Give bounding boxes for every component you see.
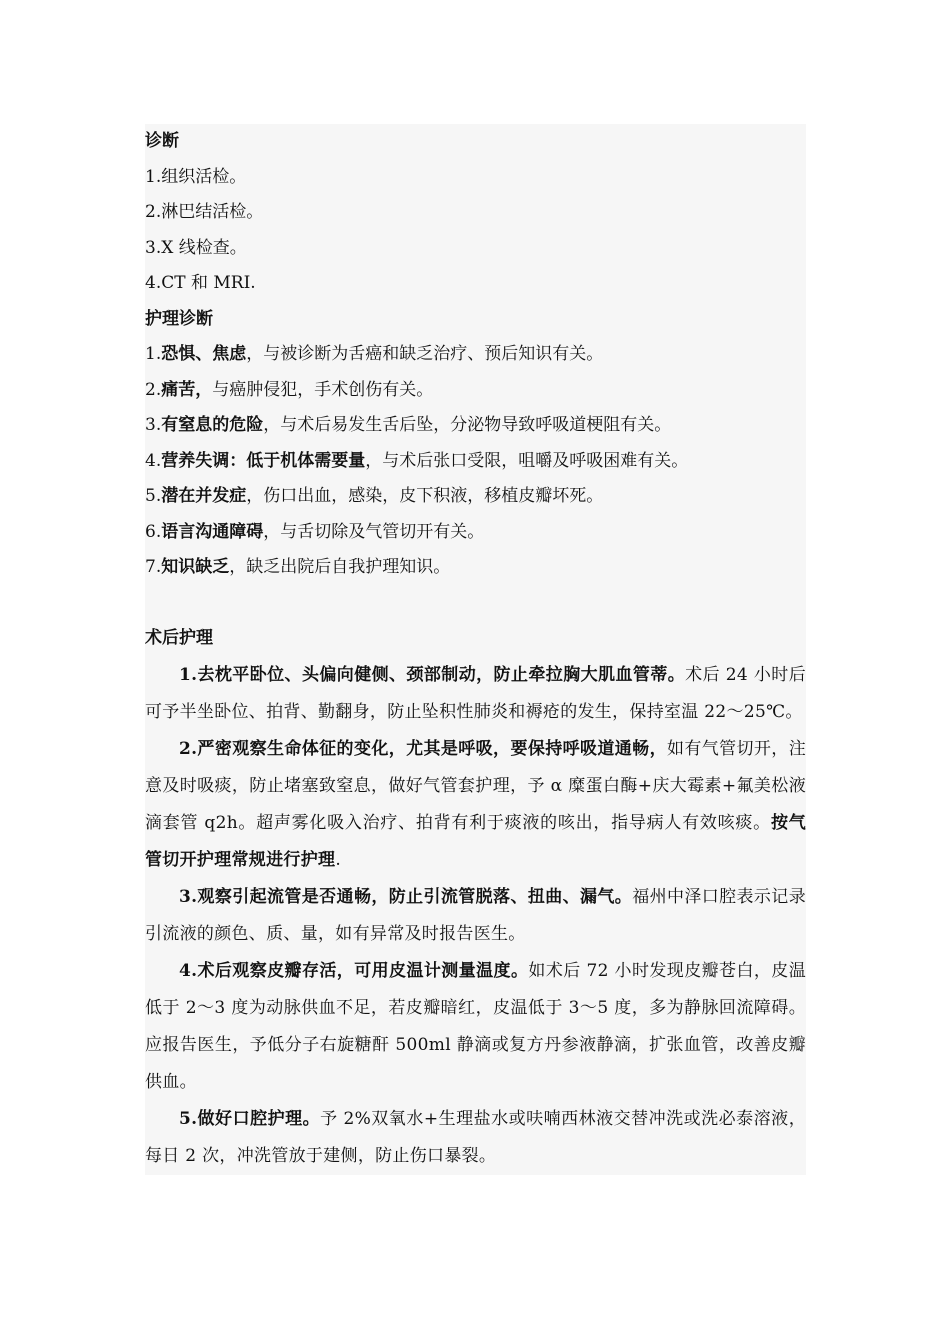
item-text: ，缺乏出院后自我护理知识。 <box>229 557 451 577</box>
item-number: 2. <box>145 379 162 400</box>
item-text: 与癌肿侵犯，手术创伤有关。 <box>212 379 434 400</box>
paragraph-text: 术后 24 小时后可予半坐卧位、拍背、勤翻身，防止坠积性肺炎和褥疮的发生，保持室温 22～25℃。 <box>145 664 807 722</box>
diagnosis-item: 4.CT 和 MRI. <box>145 273 256 293</box>
item-number: 1. <box>145 344 162 364</box>
item-text: ，伤口出血，感染，皮下积液，移植皮瓣坏死。 <box>246 486 604 506</box>
nursing-diagnosis-item <box>145 373 806 409</box>
paragraph-bold-lead: 2.严密观察生命体征的变化，尤其是呼吸，要保持呼吸道通畅， <box>179 738 667 759</box>
paragraph-end: . <box>335 849 342 870</box>
diagnosis-item: 2.淋巴结活检。 <box>145 202 264 222</box>
paragraph-bold-lead: 3.观察引起流管是否通畅，防止引流管脱落、扭曲、漏气。 <box>179 886 633 907</box>
paragraph-text: 予 2%双氧水+生理盐水或呋喃西林液交替冲洗或洗必泰溶液，每日 2 次，冲洗管放于建侧，防止伤口暴裂。 <box>145 1108 806 1166</box>
item-number: 3. <box>145 415 162 435</box>
item-number: 7. <box>145 557 162 577</box>
paragraph-text: 福州中泽口腔表示记录引流液的颜色、质、量，如有异常及时报告医生。 <box>145 886 806 944</box>
postop-care-heading: 术后护理 <box>145 628 213 648</box>
postop-paragraph-5 <box>145 1101 806 1175</box>
nursing-diagnosis-heading: 护理诊断 <box>145 308 213 329</box>
item-bold-term: 知识缺乏 <box>161 557 230 577</box>
nursing-diagnosis-item <box>145 408 806 444</box>
document-body <box>145 124 806 1175</box>
section-spacer <box>145 586 806 622</box>
diagnosis-item: 1.组织活检。 <box>145 166 247 187</box>
item-text: ，与术后易发生舌后坠，分泌物导致呼吸道梗阻有关。 <box>263 415 672 435</box>
postop-paragraph-1 <box>145 657 806 731</box>
paragraph-bold-lead: 4.术后观察皮瓣存活，可用皮温计测量温度。 <box>179 960 529 981</box>
item-bold-term: 恐惧、焦虑 <box>161 344 247 364</box>
postop-paragraph-2 <box>145 731 806 879</box>
item-number: 5. <box>145 486 162 506</box>
nursing-diagnosis-item <box>145 515 806 551</box>
item-bold-term: 潜在并发症 <box>161 486 247 506</box>
nursing-diagnosis-item <box>145 550 806 586</box>
paragraph-bold-tail: 按气管切开护理常规进行护理 <box>145 812 806 870</box>
postop-paragraph-3 <box>145 879 806 953</box>
item-text: ，与舌切除及气管切开有关。 <box>263 521 485 542</box>
item-bold-term: 有窒息的危险 <box>161 415 264 435</box>
diagnosis-heading: 诊断 <box>145 131 179 151</box>
paragraph-text: 如术后 72 小时发现皮瓣苍白，皮温低于 2～3 度为动脉供血不足，若皮瓣暗红，皮温低于 3～5 度，多为静脉回流障碍。应报告医生，予低分子右旋糖酐 500ml 静滴或复方丹参液静滴，扩张血管，改善皮瓣供血。 <box>145 960 807 1092</box>
diagnosis-item: 3.X 线检查。 <box>145 237 247 258</box>
paragraph-bold-lead: 5.做好口腔护理。 <box>179 1108 321 1129</box>
postop-paragraph-4 <box>145 953 806 1101</box>
item-bold-term: 营养失调：低于机体需要量 <box>161 450 366 471</box>
item-bold-term: 语言沟通障碍 <box>161 521 264 542</box>
nursing-diagnosis-item <box>145 444 806 480</box>
nursing-diagnosis-item <box>145 479 806 515</box>
nursing-diagnosis-item <box>145 337 806 373</box>
item-number: 6. <box>145 521 162 542</box>
paragraph-text: 如有气管切开，注意及时吸痰，防止堵塞致窒息，做好气管套护理，予 α 糜蛋白酶+庆大霉素+氟美松液滴套管 q2h。超声雾化吸入治疗、拍背有利于痰液的咳出，指导病人有效咳痰。 <box>145 738 806 833</box>
item-number: 4. <box>145 450 162 471</box>
item-bold-term: 痛苦， <box>161 379 213 400</box>
paragraph-bold-lead: 1.去枕平卧位、头偏向健侧、颈部制动，防止牵拉胸大肌血管蒂。 <box>179 664 686 685</box>
item-text: ，与被诊断为舌癌和缺乏治疗、预后知识有关。 <box>246 344 604 364</box>
item-text: ，与术后张口受限，咀嚼及呼吸困难有关。 <box>365 450 689 471</box>
